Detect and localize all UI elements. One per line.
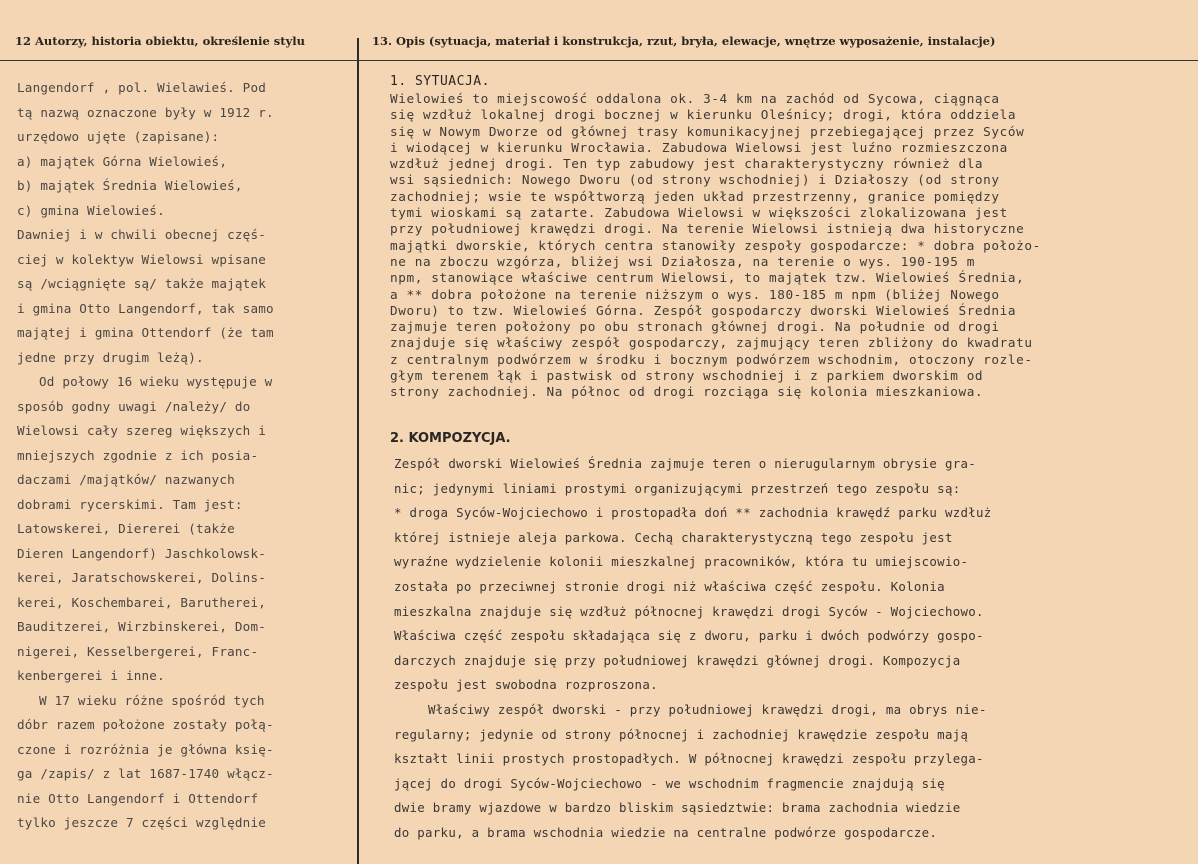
text-line: majątki dworskie, których centra stanowiły zespoły gospodarcze: * dobra położo- <box>390 237 1041 253</box>
text-line: z centralnym podwórzem w środku i bocznym podwórzem wschodnim, otoczony rozle- <box>390 351 1033 367</box>
section-2-text <box>394 452 1194 846</box>
left-column-header: 12 Autorzy, historia obiektu, określenie stylu <box>15 34 305 48</box>
text-line: sposób godny uwagi /należy/ do <box>17 398 251 414</box>
text-line: c) gmina Wielowieś. <box>17 202 165 218</box>
text-line: kerei, Jaratschowskerei, Dolins- <box>17 570 267 585</box>
text-line: zachodniej; wsie te współtworzą jeden układ przestrzenny, granice pomiędzy <box>390 188 1000 204</box>
left-column-text <box>17 76 353 836</box>
text-line: dobrami rycerskimi. Tam jest: <box>17 496 243 512</box>
text-line: głym terenem łąk i pastwisk od strony wschodniej i z parkiem dworskim od <box>390 368 984 384</box>
text-line: nie Otto Langendorf i Ottendorf <box>17 790 259 806</box>
text-line: nic; jedynymi liniami prostymi organizującymi przestrzeń tego zespołu są: <box>394 480 961 496</box>
text-line: kenbergerei i inne. <box>17 668 165 683</box>
text-line: się wzdłuż lokalnej drogi bocznej w kierunku Oleśnicy; drogi, która oddziela <box>390 107 1017 123</box>
text-line: dóbr razem położone zostały połą- <box>17 717 274 732</box>
text-line: tą nazwą oznaczone były w 1912 r. <box>17 104 274 120</box>
text-line: Bauditzerei, Wirzbinskerei, Dom- <box>17 619 267 634</box>
text-line: jedne przy drugim leżą). <box>17 349 204 365</box>
section-1-title: 1. SYTUACJA. <box>390 74 490 89</box>
text-line: kerei, Koschembarei, Barutherei, <box>17 594 267 610</box>
text-line: czone i rozróżnia je główna księ- <box>17 741 274 757</box>
text-line: Właściwy zespół dworski - przy południowej krawędzi drogi, ma obrys nie- <box>428 701 987 717</box>
text-line: jącej do drogi Syców-Wojciechowo - we wschodnim fragmencie znajdują się <box>394 775 945 791</box>
text-line: strony zachodniej. Na północ od drogi rozciąga się kolonia mieszkaniowa. <box>390 384 984 400</box>
text-line: do parku, a brama wschodnia wiedzie na centralne podwórze gospodarcze. <box>394 824 938 840</box>
section-2-title: 2. KOMPOZYCJA. <box>390 431 511 446</box>
text-line: Właściwa część zespołu składająca się z dworu, parku i dwóch podwórzy gospo- <box>394 628 984 644</box>
text-line: a ** dobra położone na terenie niższym o wys. 180-185 m npm (bliżej Nowego <box>390 286 1000 302</box>
text-line: Wielowieś to miejscowość oddalona ok. 3-4 km na zachód od Sycowa, ciągnąca <box>390 91 1000 106</box>
text-line: dwie bramy wjazdowe w bardzo bliskim sąsiedztwie: brama zachodnia wiedzie <box>394 800 961 816</box>
text-line: nigerei, Kesselbergerei, Franc- <box>17 643 259 659</box>
text-line: npm, stanowiące właściwe centrum Wielowsi, to majątek tzw. Wielowieś Średnia, <box>390 270 1025 286</box>
text-line: Dworu) to tzw. Wielowieś Górna. Zespół gospodarczy dworski Wielowieś Średnia <box>390 302 1017 318</box>
text-line: W 17 wieku różne spośród tych <box>39 692 265 708</box>
text-line: Dawniej i w chwili obecnej częś- <box>17 227 267 242</box>
text-line: tylko jeszcze 7 części względnie <box>17 815 267 830</box>
text-line: zespołu jest swobodna rozproszona. <box>394 677 658 693</box>
text-line: zajmuje teren położony po obu stronach głównej drogi. Na południe od drogi <box>390 319 1000 335</box>
text-line: i wiodącej w kierunku Wrocławia. Zabudowa Wielowsi jest luźno rozmieszczona <box>390 139 1008 155</box>
column-divider <box>357 38 359 864</box>
text-line: Latowskerei, Diererei (także <box>17 521 235 536</box>
text-line: Od połowy 16 wieku występuje w <box>39 374 273 389</box>
text-line: darczych znajduje się przy południowej krawędzi głównej drogi. Kompozycja <box>394 652 961 668</box>
text-line: ciej w kolektyw Wielowsi wpisane <box>17 251 267 267</box>
text-line: Dieren Langendorf) Jaschkolowsk- <box>17 545 267 561</box>
text-line: znajduje się właściwy zespół gospodarczy, zajmujący teren zbliżony do kwadratu <box>390 335 1033 351</box>
right-column-header: 13. Opis (sytuacja, materiał i konstrukcja, rzut, bryła, elewacje, wnętrze wyposażenie, instalacje) <box>372 34 996 48</box>
text-line: wsi sąsiednich: Nowego Dworu (od strony wschodniej) i Działoszy (od strony <box>390 172 1000 188</box>
text-line: kształt linii prostych prostopadłych. W północnej krawędzi zespołu przylega- <box>394 751 984 767</box>
text-line: przy południowej krawędzi drogi. Na terenie Wielowsi istnieją dwa historyczne <box>390 221 1025 237</box>
text-line: daczami /majątków/ nazwanych <box>17 472 235 487</box>
right-header-rule <box>359 60 1198 61</box>
text-line: Wielowsi cały szereg większych i <box>17 423 267 438</box>
text-line: urzędowo ujęte (zapisane): <box>17 129 220 144</box>
text-line: mieszkalna znajduje się wzdłuż północnej krawędzi drogi Syców - Wojciechowo. <box>394 603 984 619</box>
text-line: której istnieje aleja parkowa. Cechą charakterystyczną tego zespołu jest <box>394 529 953 545</box>
text-line: się w Nowym Dworze od głównej trasy komunikacyjnej przebiegającej przez Syców <box>390 123 1025 139</box>
text-line: tymi wioskami są zatarte. Zabudowa Wielowsi w większości zlokalizowana jest <box>390 205 1008 221</box>
left-header-rule <box>0 60 357 61</box>
text-line: Zespół dworski Wielowieś Średnia zajmuje teren o nierugularnym obrysie gra- <box>394 456 976 471</box>
text-line: a) majątek Górna Wielowieś, <box>17 153 228 169</box>
text-line: wyraźne wydzielenie kolonii mieszkalnej pracowników, która tu umiejscowio- <box>394 554 969 570</box>
text-line: Langendorf , pol. Wielawieś. Pod <box>17 80 267 95</box>
text-line: ga /zapis/ z lat 1687-1740 włącz- <box>17 766 274 781</box>
text-line: regularny; jedynie od strony północnej i zachodniej krawędzie zespołu mają <box>394 726 969 742</box>
text-line: są /wciągnięte są/ także majątek <box>17 276 267 291</box>
text-line: i gmina Otto Langendorf, tak samo <box>17 300 274 316</box>
text-line: majątej i gmina Ottendorf (że tam <box>17 325 274 340</box>
text-line: mniejszych zgodnie z ich posia- <box>17 447 259 463</box>
text-line: została po przeciwnej stronie drogi niż właściwa część zespołu. Kolonia <box>394 578 945 594</box>
text-line: b) majątek Średnia Wielowieś, <box>17 178 243 193</box>
section-1-text <box>390 91 1190 401</box>
text-line: ne na zboczu wzgórza, bliżej wsi Działosza, na terenie o wys. 190-195 m <box>390 253 975 269</box>
text-line: wzdłuż jednej drogi. Ten typ zabudowy jest charakterystyczny również dla <box>390 156 984 172</box>
text-line: * droga Syców-Wojciechowo i prostopadła doń ** zachodnia krawędź parku wzdłuż <box>394 505 992 521</box>
